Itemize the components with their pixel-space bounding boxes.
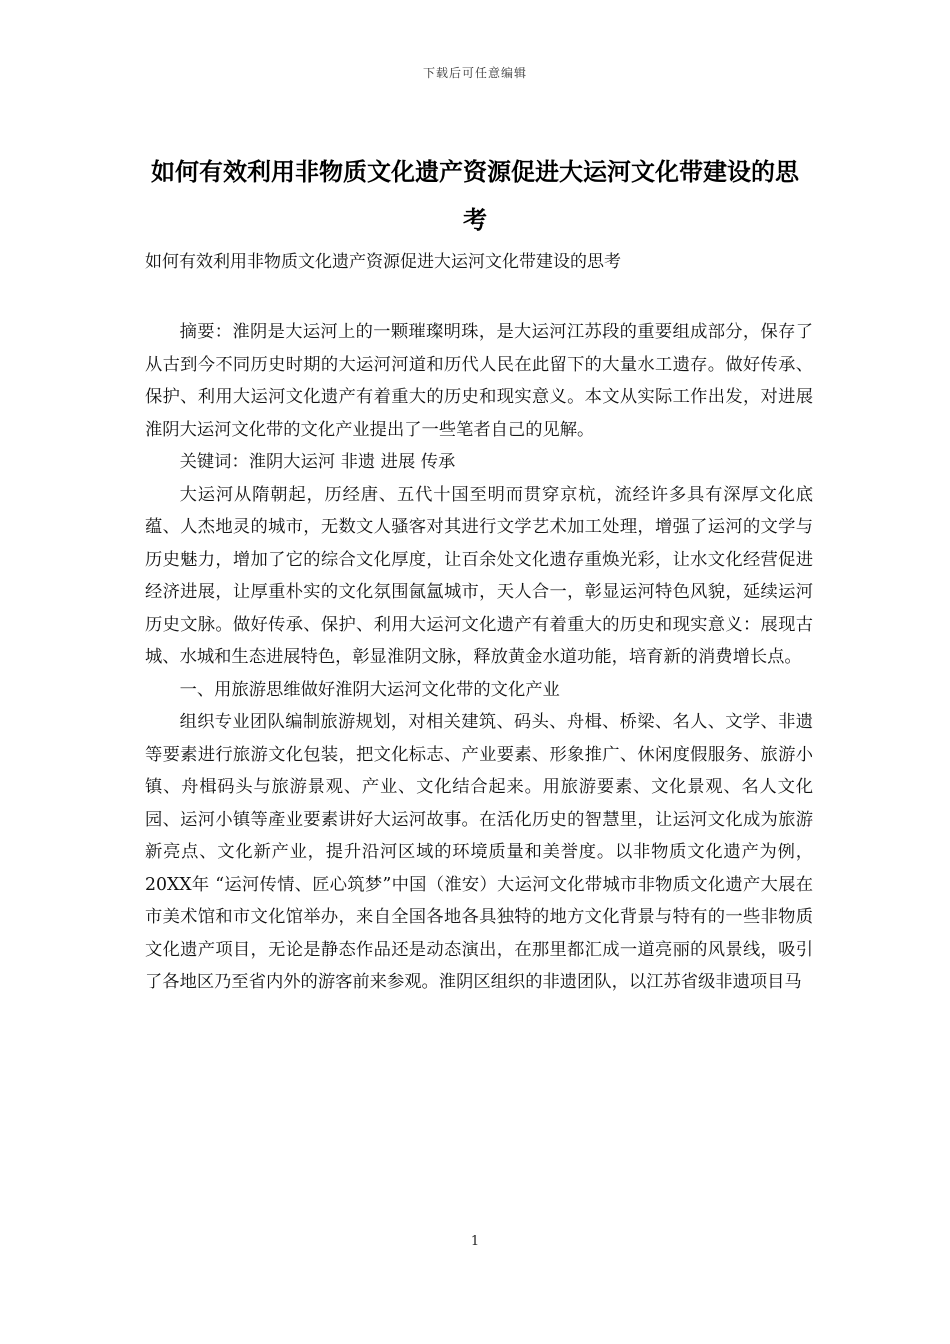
body-paragraph: 组织专业团队编制旅游规划，对相关建筑、码头、舟楫、桥梁、名人、文学、非遗等要素进行旅游文化包装，把文化标志、产业要素、形象推广、休闲度假服务、旅游小镇、舟楫码头与旅游景观、产业、文化结合起来。用旅游要素、文化景观、名人文化园、运河小镇等產业要素讲好大运河故事。在活化历史的智慧里，让运河文化成为旅游新亮点、文化新产业，提升沿河区域的环境质量和美誉度。以非物质文化遗产为例，20XX年 “运河传情、匠心筑梦”中国（淮安）大运河文化带城市非物质文化遗产大展在市美术馆和市文化馆举办，来自全国各地各具独特的地方文化背景与特有的一些非物质文化遗产项目，无论是静态作品还是动态演出，在那里都汇成一道亮丽的风景线，吸引了各地区乃至省内外的游客前来参观。淮阴区组织的非遗团队，以江苏省级非遗项目马 [145, 712, 813, 992]
keywords-paragraph: 关键词：淮阴大运河 非遗 进展 传承 [179, 452, 456, 472]
abstract-paragraph: 摘要：淮阴是大运河上的一颗璀璨明珠，是大运河江苏段的重要组成部分，保存了从古到今不同历史时期的大运河河道和历代人民在此留下的大量水工遗存。做好传承、保护、利用大运河文化遗产有着重大的历史和现实意义。本文从实际工作出发，对进展淮阴大运河文化带的文化产业提出了一些笔者自己的见解。 [145, 322, 813, 440]
page-header: 下载后可任意编辑 [422, 66, 527, 80]
document-title: 如何有效利用非物质文化遗产资源促进大运河文化带建设的思考 [151, 158, 799, 234]
document-subtitle: 如何有效利用非物质文化遗产资源促进大运河文化带建设的思考 [145, 252, 621, 272]
section-heading: 一、用旅游思维做好淮阴大运河文化带的文化产业 [179, 679, 560, 700]
document-body [145, 316, 813, 999]
body-paragraph: 大运河从隋朝起，历经唐、五代十国至明而贯穿京杭，流经许多具有深厚文化底蕴、人杰地灵的城市，无数文人骚客对其进行文学艺术加工处理，增强了运河的文学与历史魅力，增加了它的综合文化厚度，让百余处文化遗存重焕光彩，让水文化经营促进经济进展，让厚重朴实的文化氛围氤氲城市，天人合一，彰显运河特色风貌，延续运河历史文脉。做好传承、保护、利用大运河文化遗产有着重大的历史和现实意义：展现古城、水城和生态进展特色，彰显淮阴文脉，释放黄金水道功能，培育新的消费增长点。 [145, 484, 813, 667]
page-number: 1 [470, 1234, 480, 1249]
